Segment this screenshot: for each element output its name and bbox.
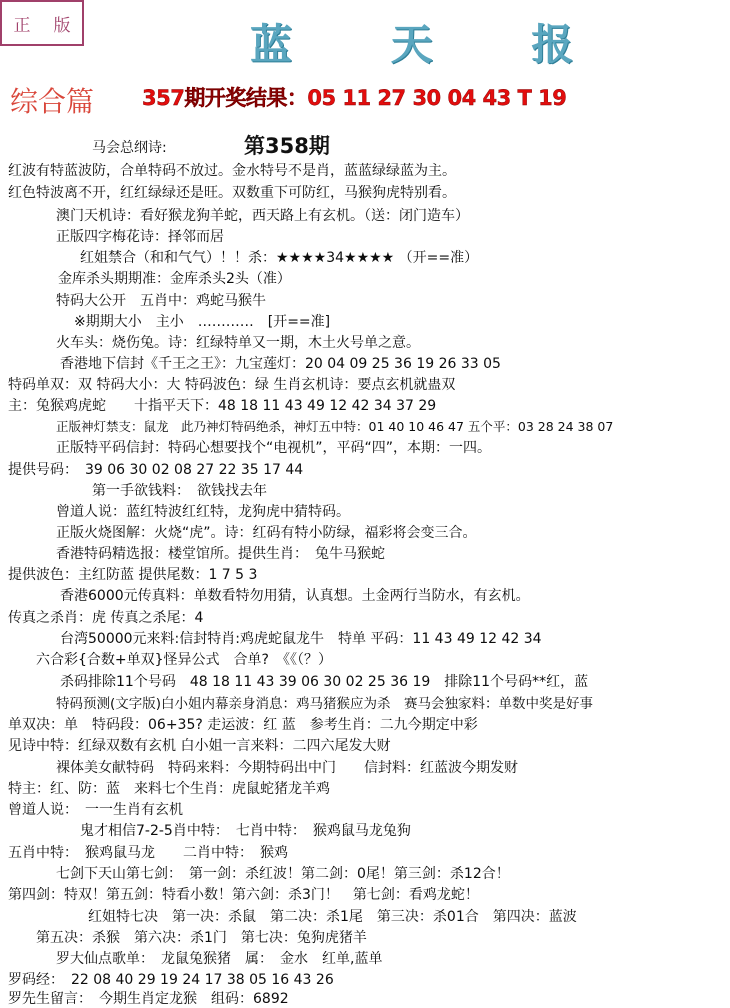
text-line: 正版特平码信封：特码心想要找个“电视机”，平码“四”，本期：一四。 <box>56 440 492 456</box>
text-line: 特主：红、防：蓝 来料七个生肖：虎鼠蛇猪龙羊鸡 <box>8 781 330 797</box>
genuine-stamp <box>0 0 84 46</box>
text-line: 正版神灯禁支：鼠龙 此乃神灯特码绝杀，神灯五中特：01 40 10 46 47 五个平：03 28 24 38 07 <box>56 419 614 434</box>
section-heading: 综合篇 <box>10 85 95 118</box>
text-line: 正版火烧图解：火烧“虎”。诗：红码有特小防绿，福彩将会变三合。 <box>56 525 477 541</box>
text-line: 澳门天机诗：看好猴龙狗羊蛇，西天路上有玄机。（送：闭门造车） <box>56 208 469 224</box>
text-line: 香港6000元传真料：单数看特勿用猜，认真想。土金两行当防水，有玄机。 <box>60 588 530 604</box>
text-line: 第四剑：特双！第五剑：特看小数！第六剑：杀3门！ 第七剑：看鸡龙蛇！ <box>8 887 479 903</box>
text-line: 五肖中特： 猴鸡鼠马龙 二肖中特： 猴鸡 <box>8 845 288 861</box>
text-line: 红姐特七决 第一决：杀鼠 第二决：杀1尾 第三决：杀01合 第四决：蓝波 <box>88 909 577 925</box>
text-line: 特码大公开 五肖中：鸡蛇马猴牛 <box>56 293 266 309</box>
text-line: 曾道人说： 一一生肖有玄机 <box>8 802 183 818</box>
text-line: 主：兔猴鸡虎蛇 十指平天下：48 18 11 43 49 12 42 34 37 29 <box>8 398 437 414</box>
issue-number: 第358期 <box>244 134 330 158</box>
text-line: 传真之杀肖：虎 传真之杀尾：4 <box>8 610 204 626</box>
text-line: 红波有特蓝波防，合单特码不放过。金水特号不是肖，蓝蓝绿绿蓝为主。 <box>8 163 456 179</box>
text-line: 杀码排除11个号码 48 18 11 43 39 06 30 02 25 36 19 排除11个号码**红，蓝 <box>60 674 589 690</box>
text-line: 红色特波离不开，红红绿绿还是旺。双数重下可防红，马猴狗虎特别看。 <box>8 185 456 201</box>
text-line: 特码单双：双 特码大小：大 特码波色：绿 生肖玄机诗：要点玄机就蛊双 <box>8 377 456 393</box>
text-line: 第五决：杀猴 第六决：杀1门 第七决：兔狗虎猪羊 <box>36 930 367 946</box>
text-line: 单双决：单 特码段：06+35? 走运波：红 蓝 参考生肖：二九今期定中彩 <box>8 717 478 733</box>
text-line: 提供波色：主红防蓝 提供尾数：1 7 5 3 <box>8 567 258 583</box>
text-line: 正版四字梅花诗：择邻而居 <box>56 229 224 245</box>
draw-result: 357期开奖结果：05 11 27 30 04 43 T 19 <box>142 86 567 110</box>
text-line: 罗码经： 22 08 40 29 19 24 17 38 05 16 43 26 <box>8 972 334 988</box>
text-line: 六合彩{合数+单双}怪异公式 合单? 《《（？） <box>36 652 332 668</box>
text-line: 见诗中特：红绿双数有玄机 白小姐一言来料：二四六尾发大财 <box>8 738 391 754</box>
stamp-right-char: 版 <box>53 15 71 36</box>
text-line: 金库杀头期期准：金库杀头2头（准） <box>58 271 291 287</box>
text-line: 第一手欲钱料： 欲钱找去年 <box>92 483 267 499</box>
text-line: 裸体美女献特码 特码来料：今期特码出中门 信封料：红蓝波今期发财 <box>56 760 518 776</box>
text-line: ※期期大小 主小 ………… [开==准] <box>74 314 331 330</box>
text-line: 台湾50000元来料:信封特肖:鸡虎蛇鼠龙牛 特单 平码：11 43 49 12 42 34 <box>60 631 542 647</box>
text-line: 七剑下天山第七剑： 第一剑：杀红波！第二剑：0尾！第三剑：杀12合！ <box>56 866 510 882</box>
text-line: 红姐禁合（和和气气）！！杀：★★★★34★★★★ （开==准） <box>80 250 479 266</box>
text-line: 香港地下信封《千王之王》：九宝莲灯：20 04 09 25 36 19 26 33 05 <box>60 356 501 372</box>
stamp-left-char: 正 <box>13 15 31 36</box>
text-line: 特码预测(文字版)白小姐内幕亲身消息：鸡马猪猴应为杀 赛马会独家料：单数中奖是好事 <box>56 696 594 712</box>
page-title: 蓝 天 报 <box>250 20 616 69</box>
text-line: 鬼才相信7-2-5肖中特： 七肖中特： 猴鸡鼠马龙兔狗 <box>80 823 411 839</box>
text-line: 马会总纲诗: <box>92 140 167 156</box>
text-line: 香港特码精选报：楼堂馆所。提供生肖： 兔牛马猴蛇 <box>56 546 385 562</box>
text-line: 火车头：烧伤兔。诗：红绿特单又一期，木土火号单之意。 <box>56 335 420 351</box>
text-line: 曾道人说：蓝红特波红红特，龙狗虎中猜特码。 <box>56 504 350 520</box>
text-line: 罗先生留言： 今期生肖定龙猴 组码：6892 <box>8 991 289 1007</box>
text-line: 罗大仙点歌单： 龙鼠兔猴猪 属： 金水 红单,蓝单 <box>56 951 383 967</box>
text-line: 提供号码： 39 06 30 02 08 27 22 35 17 44 <box>8 462 304 478</box>
